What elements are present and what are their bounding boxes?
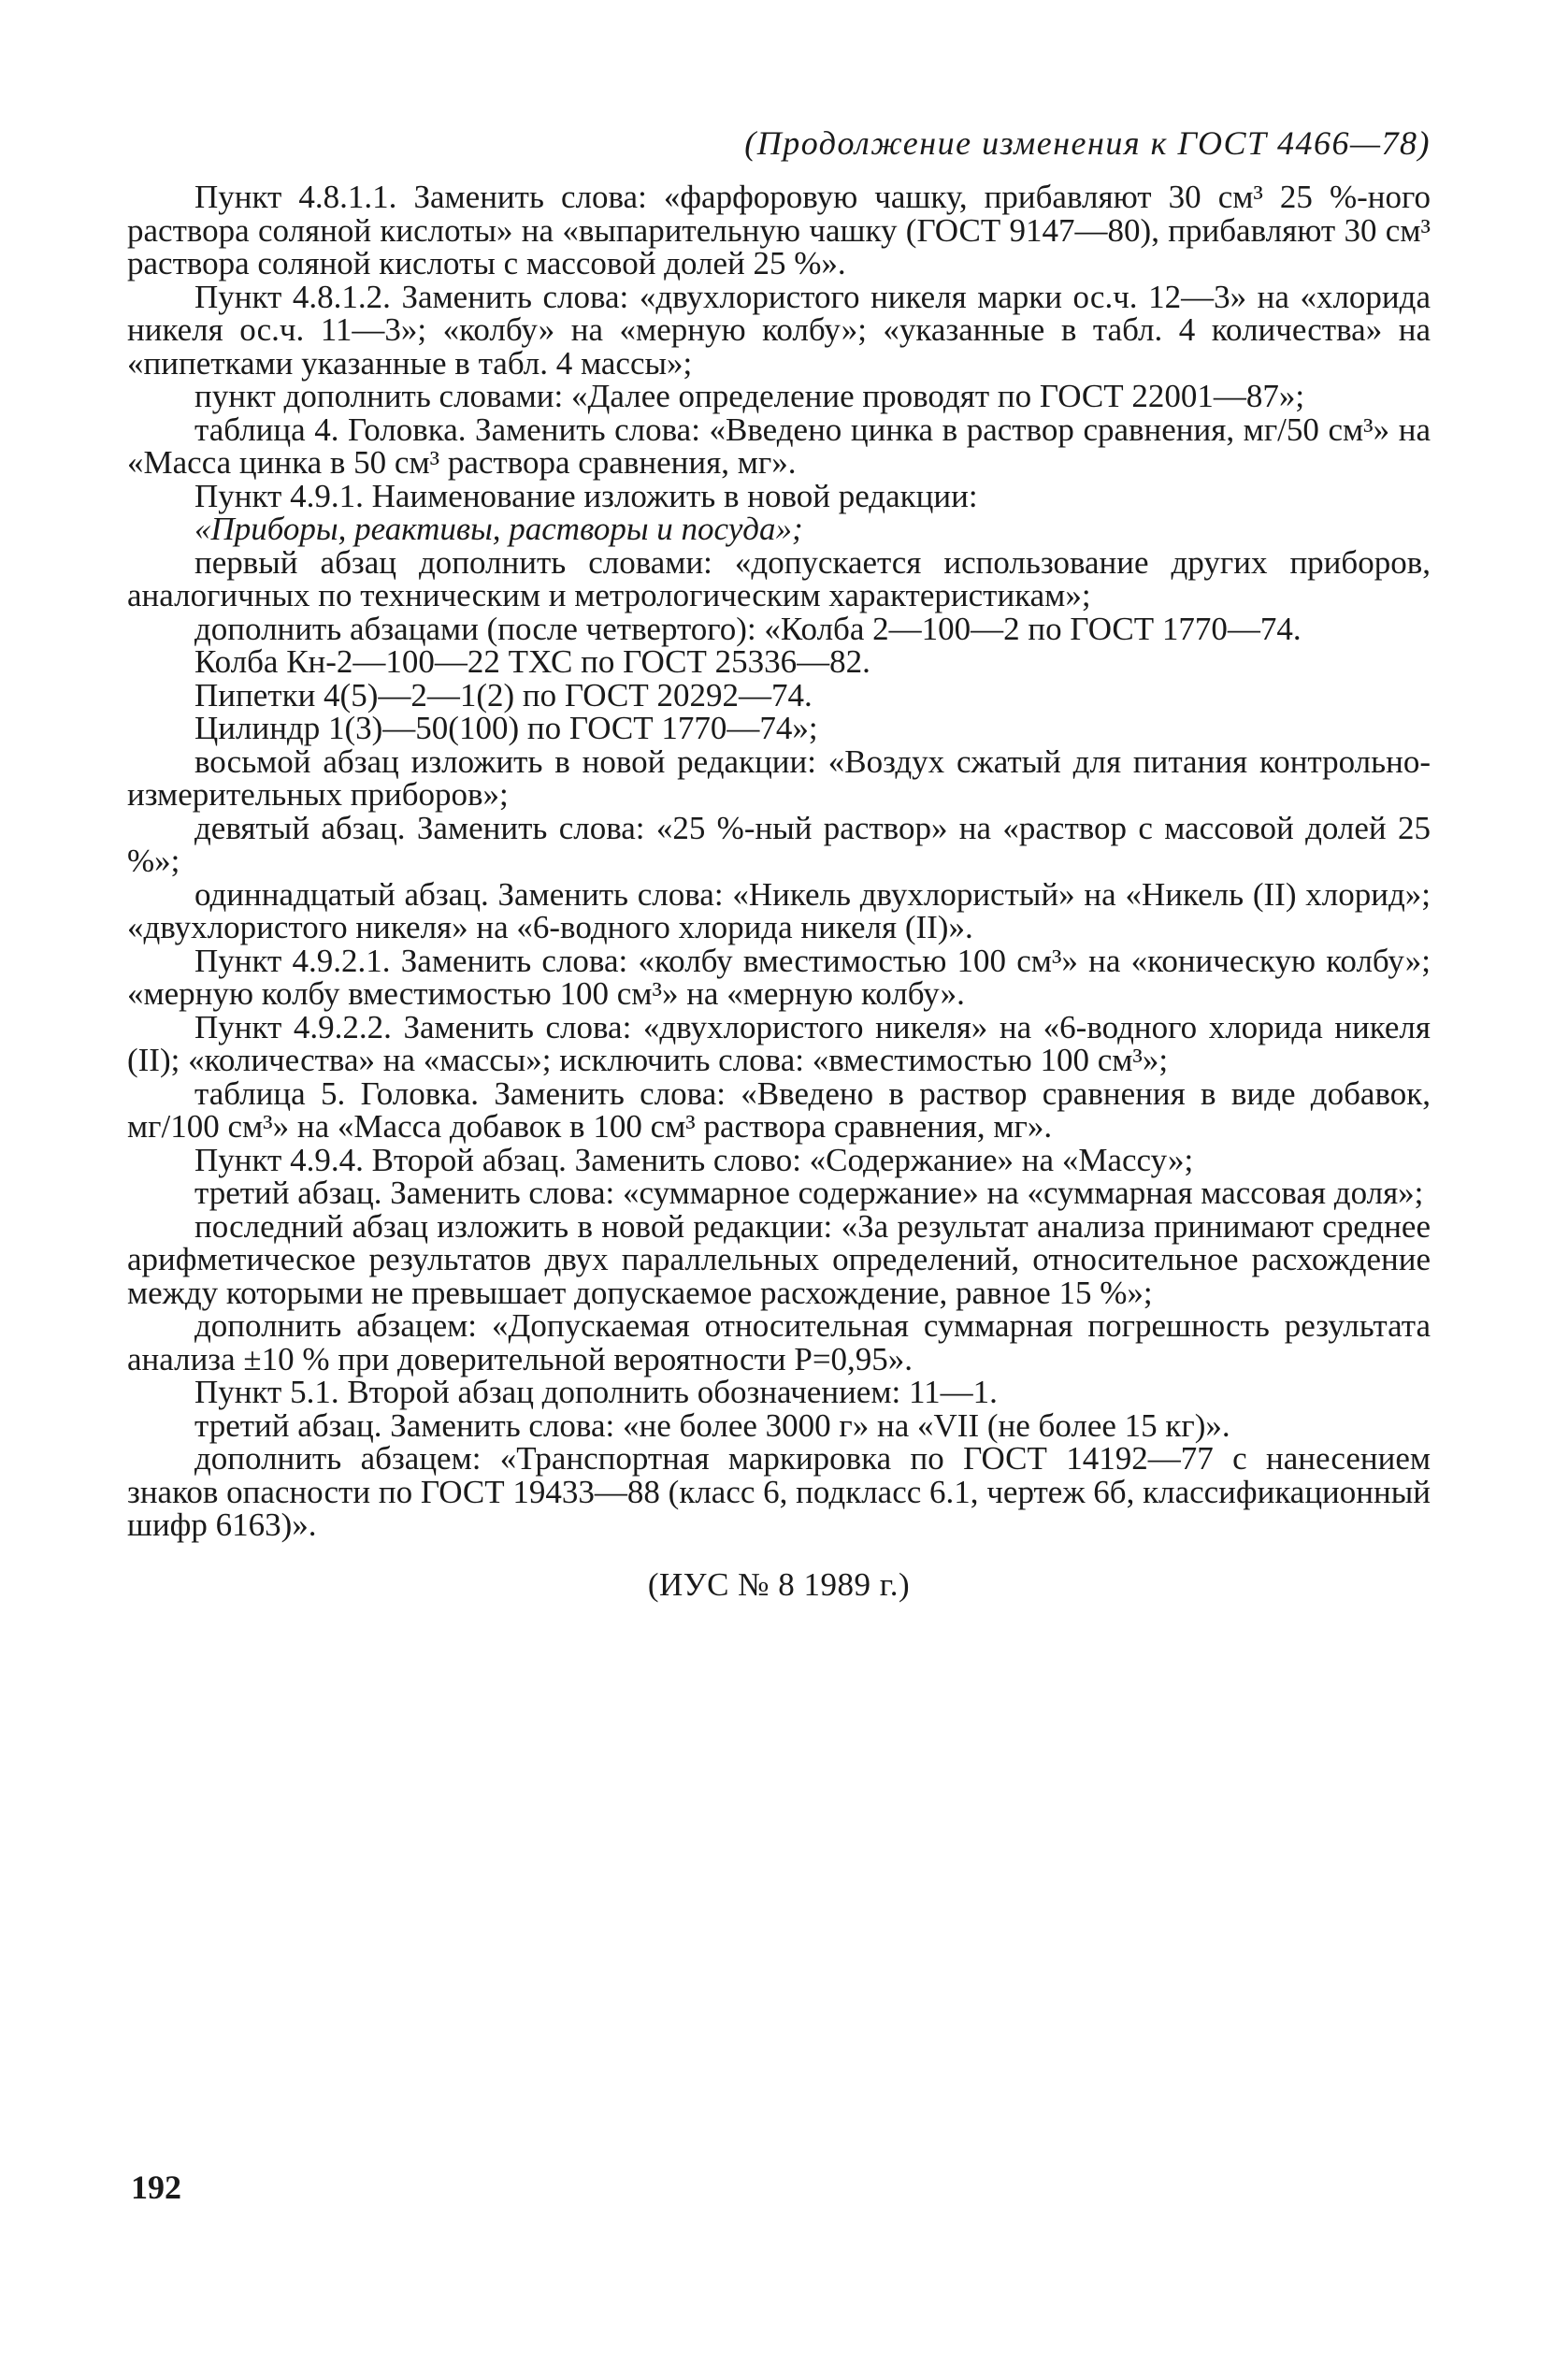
paragraph: девятый абзац. Заменить слова: «25 %-ный раствор» на «раствор с массовой долей 25 %»;	[127, 809, 1431, 879]
paragraph: дополнить абзацем: «Транспортная маркировка по ГОСТ 14192—77 с нанесением знаков опасности по ГОСТ 19433—88 (класс 6, подкласс 6.1, чертеж 6б, классификационный шифр 6163)».	[127, 1440, 1431, 1543]
paragraph: последний абзац изложить в новой редакции: «За результат анализа принимают среднее арифметическое результатов двух параллельных определений, относительное расхождение между которыми не превышает допускаемое расхождение, равное 15 %»;	[127, 1207, 1431, 1311]
ius-reference: (ИУС № 8 1989 г.)	[647, 1565, 911, 1603]
paragraph: Пункт 4.9.2.2. Заменить слова: «двухлористого никеля» на «6-водного хлорида никеля (II); «количества» на «массы»; исключить слова: «вместимостью 100 см³»;	[127, 1008, 1431, 1078]
paragraph: одиннадцатый абзац. Заменить слова: «Никель двухлористый» на «Никель (II) хлорид»; «двухлористого никеля» на «6-водного хлорида никеля (II)».	[127, 875, 1431, 945]
paragraph: Пункт 4.8.1.1. Заменить слова: «фарфоровую чашку, прибавляют 30 см³ 25 %-ного раствора соляной кислоты» на «выпарительную чашку (ГОСТ 9147—80), прибавляют 30 см³ раствора соляной кислоты с массовой долей 25 %».	[127, 179, 1431, 281]
paragraph: таблица 4. Головка. Заменить слова: «Введено цинка в раствор сравнения, мг/50 см³» на «Масса цинка в 50 см³ раствора сравнения, мг».	[127, 411, 1431, 481]
paragraph: таблица 5. Головка. Заменить слова: «Введено в раствор сравнения в виде добавок, мг/100 см³» на «Масса добавок в 100 см³ раствора сравнения, мг».	[127, 1074, 1431, 1145]
document-page	[127, 126, 1431, 2277]
paragraph: первый абзац дополнить словами: «допускается использование других приборов, аналогичных по техническим и метрологическим характеристикам»;	[127, 543, 1431, 613]
page-header: (Продолжение изменения к ГОСТ 4466—78)	[744, 124, 1431, 162]
paragraph: третий абзац. Заменить слова: «суммарное содержание» на «суммарная массовая доля»;	[194, 1175, 1424, 1211]
paragraph: пункт дополнить словами: «Далее определение проводят по ГОСТ 22001—87»;	[194, 378, 1305, 414]
paragraph: дополнить абзацами (после четвертого): «Колба 2—100—2 по ГОСТ 1770—74.	[194, 610, 1302, 647]
paragraph: Пункт 5.1. Второй абзац дополнить обозначением: 11—1.	[194, 1374, 998, 1410]
paragraph: Пункт 4.9.2.1. Заменить слова: «колбу вместимостью 100 см³» на «коническую колбу»; «мерную колбу вместимостью 100 см³» на «мерную колбу».	[127, 942, 1431, 1012]
section-title-italic: «Приборы, реактивы, растворы и посуда»;	[194, 511, 803, 547]
paragraph: Пункт 4.9.1. Наименование изложить в новой редакции:	[194, 477, 978, 514]
page-number: 192	[131, 2169, 181, 2206]
paragraph: Колба Кн-2—100—22 ТХС по ГОСТ 25336—82.	[194, 643, 870, 680]
paragraph: Пункт 4.9.4. Второй абзац. Заменить слово: «Содержание» на «Массу»;	[194, 1141, 1194, 1178]
document-body	[127, 180, 1431, 1542]
paragraph: Цилиндр 1(3)—50(100) по ГОСТ 1770—74»;	[194, 710, 818, 746]
paragraph: третий абзац. Заменить слова: «не более 3000 г» на «VII (не более 15 кг)».	[194, 1406, 1230, 1444]
paragraph: Пункт 4.8.1.2. Заменить слова: «двухлористого никеля марки ос.ч. 12—3» на «хлорида никеля ос.ч. 11—3»; «колбу» на «мерную колбу»; «указанные в табл. 4 количества» на «пипетками указанные в табл. 4 массы»;	[127, 278, 1431, 382]
paragraph: дополнить абзацем: «Допускаемая относительная суммарная погрешность результата анализа ±10 % при доверительной вероятности P=0,95».	[127, 1307, 1431, 1377]
paragraph: восьмой абзац изложить в новой редакции: «Воздух сжатый для питания контрольно-измерительных приборов»;	[127, 742, 1431, 813]
paragraph: Пипетки 4(5)—2—1(2) по ГОСТ 20292—74.	[194, 676, 813, 714]
